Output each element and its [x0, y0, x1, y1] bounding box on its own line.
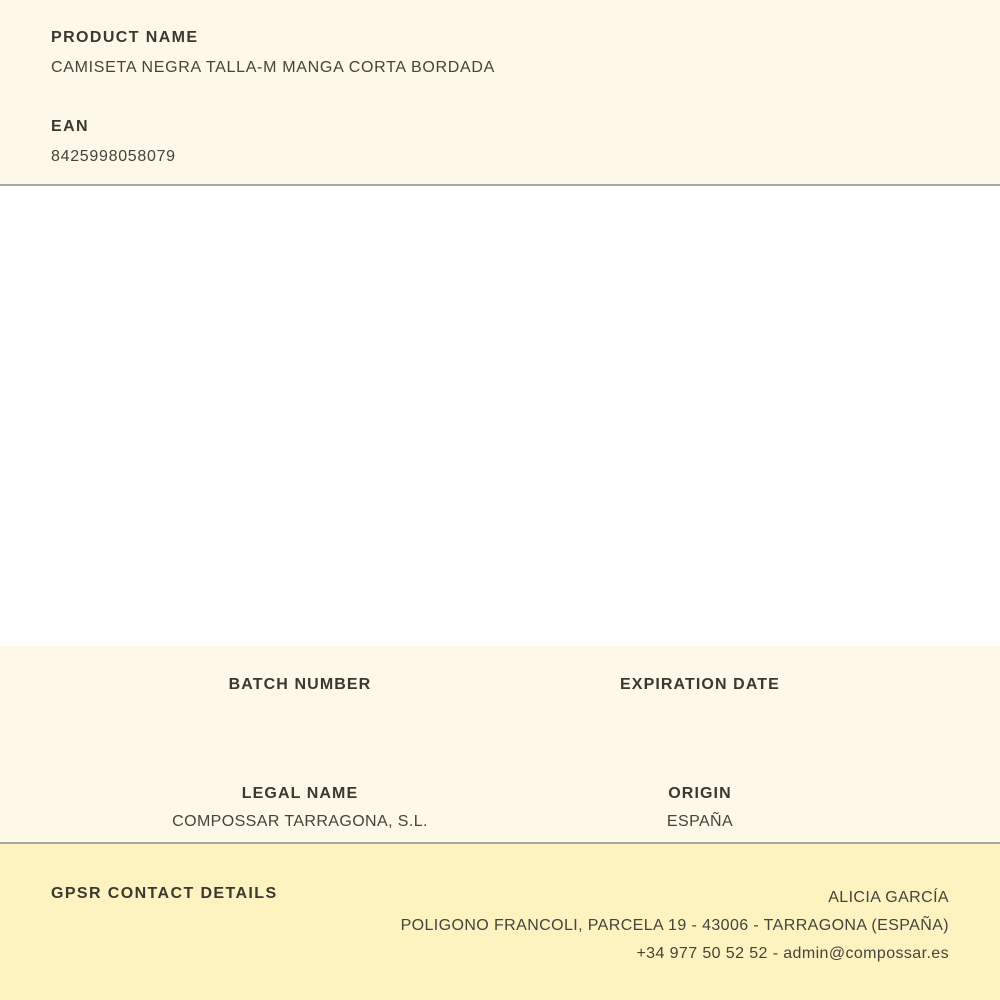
ean-group	[51, 117, 949, 166]
batch-number-value	[100, 703, 500, 722]
legal-name-value: COMPOSSAR TARRAGONA, S.L.	[172, 813, 428, 830]
expiration-date-label: EXPIRATION DATE	[620, 676, 780, 693]
product-name-label: PRODUCT NAME	[51, 29, 199, 46]
gpsr-contact-address: POLIGONO FRANCOLI, PARCELA 19 - 43006 - TARRAGONA (ESPAÑA)	[400, 917, 949, 934]
legal-name-label: LEGAL NAME	[241, 785, 359, 802]
batch-info-section	[0, 646, 1000, 844]
legal-name-group	[100, 784, 500, 831]
row-spacer	[100, 722, 900, 784]
blank-content-area	[0, 186, 1000, 646]
product-name-group	[51, 28, 949, 77]
origin-value: ESPAÑA	[666, 813, 734, 830]
product-info-section	[0, 0, 1000, 186]
gpsr-contact-block	[401, 884, 949, 968]
batch-expiration-row	[100, 675, 900, 722]
expiration-date-group	[500, 675, 900, 722]
gpsr-contact-name: ALICIA GARCÍA	[828, 889, 949, 906]
origin-label: ORIGIN	[668, 785, 732, 802]
ean-value: 8425998058079	[51, 148, 176, 165]
gpsr-contact-phone-email: +34 977 50 52 52 - admin@compossar.es	[636, 945, 949, 962]
product-name-value: CAMISETA NEGRA TALLA-M MANGA CORTA BORDADA	[51, 59, 496, 76]
gpsr-contact-section	[0, 844, 1000, 1000]
expiration-date-value	[500, 703, 900, 722]
ean-label: EAN	[51, 118, 89, 135]
gpsr-contact-details-label: GPSR CONTACT DETAILS	[51, 885, 278, 902]
batch-number-label: BATCH NUMBER	[228, 676, 372, 693]
origin-group	[500, 784, 900, 831]
legal-origin-row	[100, 784, 900, 831]
batch-number-group	[100, 675, 500, 722]
